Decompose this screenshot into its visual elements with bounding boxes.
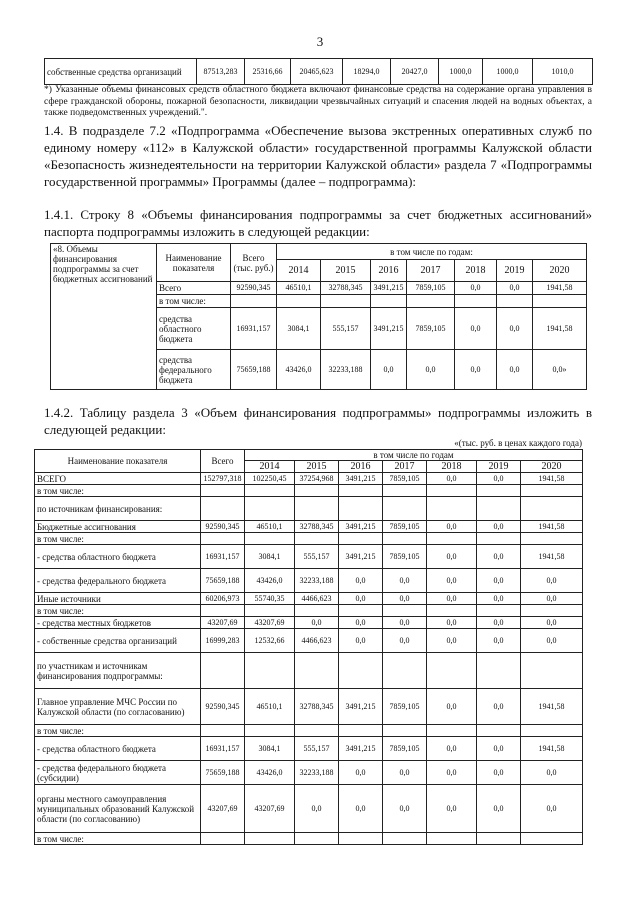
paragraph-1-4-1: 1.4.1. Строку 8 «Объемы финансирования подпрограммы за счет бюджетных ассигнований» паспорта подпрограммы изложить в следующей редакции: — [44, 207, 592, 239]
table-cell — [245, 497, 295, 521]
table-row: в том числе: — [51, 295, 587, 308]
table-cell — [427, 533, 477, 545]
table-cell — [477, 725, 521, 737]
table-row — [35, 545, 583, 569]
column-header: в том числе по годам: — [277, 244, 587, 260]
table-cell: 55740,35 — [245, 593, 295, 605]
table-cell — [383, 605, 427, 617]
year-header: 2019 — [497, 260, 533, 282]
continuation-table — [44, 58, 593, 85]
table-cell: 0,0 — [295, 785, 339, 833]
year-header: 2020 — [521, 461, 583, 473]
table-cell — [427, 653, 477, 689]
table-cell — [477, 605, 521, 617]
table-row — [35, 569, 583, 593]
row-label: органы местного самоуправления муниципальных образований Калужской области (по согласованию) — [35, 785, 201, 833]
table-cell: 0,0 — [427, 521, 477, 533]
table-cell — [245, 725, 295, 737]
table-cell: 0,0 — [383, 785, 427, 833]
table-cell: 0,0 — [427, 737, 477, 761]
table-cell — [339, 833, 383, 845]
table-cell: 1010,0 — [533, 59, 593, 85]
row-total: 92590,345 — [201, 689, 245, 725]
units-note: «(тыс. руб. в ценах каждого года) — [454, 438, 582, 448]
table-cell — [521, 485, 583, 497]
table-cell: 0,0 — [339, 569, 383, 593]
row-total — [201, 497, 245, 521]
table-row: средства областного бюджета 16931,157 3084,1 555,157 3491,215 7859,105 0,0 0,0 1941,58 — [51, 308, 587, 350]
table-cell: 0,0 — [383, 593, 427, 605]
table-cell — [295, 653, 339, 689]
table-cell: 1000,0 — [483, 59, 533, 85]
table-cell — [245, 533, 295, 545]
table-cell: 37254,968 — [295, 473, 339, 485]
table-cell: 0,0 — [521, 569, 583, 593]
row-label: в том числе: — [35, 605, 201, 617]
year-header: 2015 — [295, 461, 339, 473]
table-row — [35, 833, 583, 845]
table-row — [35, 689, 583, 725]
table-cell: 25316,66 — [245, 59, 291, 85]
year-header: 2016 — [371, 260, 407, 282]
table-cell — [477, 653, 521, 689]
row-total: 43207,69 — [201, 785, 245, 833]
table-cell: 0,0 — [339, 593, 383, 605]
table-cell — [339, 497, 383, 521]
table-row: средства федерального бюджета 75659,188 43426,0 32233,188 0,0 0,0 0,0 0,0 0,0» — [51, 350, 587, 390]
table-cell — [477, 497, 521, 521]
table-cell: 0,0 — [521, 761, 583, 785]
table-row — [35, 605, 583, 617]
year-header: 2019 — [477, 461, 521, 473]
table-cell — [295, 497, 339, 521]
table-cell — [427, 485, 477, 497]
row-label: Бюджетные ассигнования — [35, 521, 201, 533]
paragraph-1-4-2: 1.4.2. Таблицу раздела 3 «Объем финансирования подпрограммы» подпрограммы изложить в следующей редакции: — [44, 405, 592, 437]
financing-table — [34, 449, 583, 845]
row-label: ВСЕГО — [35, 473, 201, 485]
continuation-label: собственные средства организаций — [45, 59, 197, 85]
table-cell: 87513,283 — [197, 59, 245, 85]
table-cell: 0,0 — [477, 545, 521, 569]
table-cell: 0,0 — [427, 545, 477, 569]
table-cell — [383, 497, 427, 521]
table-cell: 1941,58 — [521, 521, 583, 533]
table-cell: 43207,69 — [245, 617, 295, 629]
table-cell: 46510,1 — [245, 521, 295, 533]
row-total: 92590,345 — [201, 521, 245, 533]
table-cell: 3084,1 — [245, 545, 295, 569]
table-cell — [245, 605, 295, 617]
table-cell — [383, 833, 427, 845]
table-cell: 4466,623 — [295, 629, 339, 653]
table-cell — [245, 833, 295, 845]
table-cell: 1000,0 — [439, 59, 483, 85]
table-cell — [521, 533, 583, 545]
table-cell: 1941,58 — [521, 545, 583, 569]
table-cell: 7859,105 — [383, 473, 427, 485]
table-cell: 1941,58 — [521, 689, 583, 725]
table-cell — [339, 605, 383, 617]
table-cell: 0,0 — [427, 761, 477, 785]
table-row — [35, 653, 583, 689]
table-cell: 0,0 — [339, 761, 383, 785]
table-cell: 0,0 — [383, 629, 427, 653]
row-total — [201, 485, 245, 497]
row-total — [201, 653, 245, 689]
table-cell: 4466,623 — [295, 593, 339, 605]
table-cell — [339, 725, 383, 737]
table-cell — [477, 833, 521, 845]
table-cell — [339, 653, 383, 689]
row-total: 43207,69 — [201, 617, 245, 629]
table-cell — [245, 485, 295, 497]
table-cell — [427, 605, 477, 617]
table-cell: 20427,0 — [391, 59, 439, 85]
table-cell: 555,157 — [295, 737, 339, 761]
table-cell — [477, 485, 521, 497]
table-row — [35, 473, 583, 485]
table-cell — [427, 725, 477, 737]
table-cell: 0,0 — [521, 593, 583, 605]
table-cell: 32233,188 — [295, 569, 339, 593]
table-cell — [295, 605, 339, 617]
year-header: 2020 — [533, 260, 587, 282]
table-row: Всего 92590,345 46510,1 32788,345 3491,215 7859,105 0,0 0,0 1941,58 — [51, 282, 587, 295]
year-header: 2018 — [427, 461, 477, 473]
table-cell — [383, 533, 427, 545]
table-cell: 0,0 — [477, 689, 521, 725]
table-row — [35, 737, 583, 761]
table-cell: 1941,58 — [521, 473, 583, 485]
column-header: Всего (тыс. руб.) — [231, 244, 277, 282]
row-total: 16999,283 — [201, 629, 245, 653]
passport-table — [50, 243, 587, 390]
row-label: в том числе: — [35, 833, 201, 845]
table-row — [35, 761, 583, 785]
table-cell: 0,0 — [477, 629, 521, 653]
year-header: 2014 — [245, 461, 295, 473]
column-header: Наименование показателя — [35, 450, 201, 473]
row-total: 75659,188 — [201, 569, 245, 593]
table-cell: 0,0 — [383, 761, 427, 785]
page-number: 3 — [316, 34, 324, 49]
table-cell — [295, 833, 339, 845]
table-cell: 0,0 — [427, 689, 477, 725]
row-label: - средства местных бюджетов — [35, 617, 201, 629]
year-header: 2017 — [407, 260, 455, 282]
table-cell: 1941,58 — [521, 737, 583, 761]
table-cell — [521, 653, 583, 689]
table-cell — [295, 725, 339, 737]
row-total: 60206,973 — [201, 593, 245, 605]
table-cell: 0,0 — [383, 617, 427, 629]
table-row — [35, 617, 583, 629]
table-cell — [521, 605, 583, 617]
table-cell: 0,0 — [477, 473, 521, 485]
table-row — [35, 485, 583, 497]
year-header: 2016 — [339, 461, 383, 473]
table-cell: 3491,215 — [339, 737, 383, 761]
table-row — [35, 593, 583, 605]
passport-row-title: «8. Объемы финансирования подпрограммы за счет бюджетных ассигнований — [51, 244, 157, 390]
table-cell: 0,0 — [521, 785, 583, 833]
table-cell: 0,0 — [295, 617, 339, 629]
table-cell: 7859,105 — [383, 737, 427, 761]
table-cell: 3491,215 — [339, 545, 383, 569]
table-cell — [427, 497, 477, 521]
table-cell: 0,0 — [427, 617, 477, 629]
table-row — [35, 785, 583, 833]
table-cell: 0,0 — [427, 629, 477, 653]
row-label: - средства федерального бюджета — [35, 569, 201, 593]
row-total — [201, 725, 245, 737]
table-cell: 0,0 — [477, 617, 521, 629]
table-cell — [521, 725, 583, 737]
row-label: в том числе: — [35, 725, 201, 737]
table-cell — [339, 533, 383, 545]
row-total — [201, 605, 245, 617]
row-label: - средства областного бюджета — [35, 545, 201, 569]
table-cell: 3491,215 — [339, 521, 383, 533]
table-cell: 0,0 — [383, 569, 427, 593]
table-cell — [427, 833, 477, 845]
table-cell: 20465,623 — [291, 59, 343, 85]
table-cell — [383, 653, 427, 689]
year-header: 2015 — [321, 260, 371, 282]
table-cell: 0,0 — [427, 473, 477, 485]
table-cell: 7859,105 — [383, 521, 427, 533]
table-cell: 555,157 — [295, 545, 339, 569]
table-cell: 7859,105 — [383, 689, 427, 725]
table-cell — [339, 485, 383, 497]
footnote: *) Указанные объемы финансовых средств областного бюджета включают финансовые средства на содержание органа управления в сфере гражданской обороны, пожарной безопасности, ликвидации чрезвычайных ситуаций и спасения людей на водных объектах, а также подведомственных учреждений.". — [44, 85, 592, 118]
table-cell: 0,0 — [521, 617, 583, 629]
table-cell — [245, 653, 295, 689]
row-total: 152797,318 — [201, 473, 245, 485]
column-header: в том числе по годам — [245, 450, 583, 461]
row-label: - собственные средства организаций — [35, 629, 201, 653]
row-total — [201, 533, 245, 545]
table-cell: 102250,45 — [245, 473, 295, 485]
table-cell: 3491,215 — [339, 689, 383, 725]
table-cell: 3084,1 — [245, 737, 295, 761]
table-cell: 0,0 — [521, 629, 583, 653]
row-total: 16931,157 — [201, 737, 245, 761]
table-cell: 32788,345 — [295, 521, 339, 533]
row-label: в том числе: — [35, 533, 201, 545]
table-cell: 0,0 — [339, 629, 383, 653]
row-label: Главное управление МЧС России по Калужской области (по согласованию) — [35, 689, 201, 725]
table-cell: 0,0 — [339, 785, 383, 833]
table-cell: 43426,0 — [245, 569, 295, 593]
table-cell: 12532,66 — [245, 629, 295, 653]
table-row — [35, 725, 583, 737]
table-cell: 0,0 — [477, 761, 521, 785]
row-label: - средства федерального бюджета (субсидии) — [35, 761, 201, 785]
table-row — [35, 629, 583, 653]
table-cell: 0,0 — [427, 569, 477, 593]
table-cell: 0,0 — [477, 569, 521, 593]
table-cell — [295, 485, 339, 497]
table-row — [35, 497, 583, 521]
table-cell: 18294,0 — [343, 59, 391, 85]
table-cell: 43426,0 — [245, 761, 295, 785]
row-label: по участникам и источникам финансирования подпрограммы: — [35, 653, 201, 689]
column-header: Наименование показателя — [157, 244, 231, 282]
paragraph-1-4: 1.4. В подразделе 7.2 «Подпрограмма «Обеспечение вызова экстренных оперативных служб по единому номеру «112» в Калужской области» государственной программы Калужской области «Безопасность жизнедеятельности на территории Калужской области» раздела 7 «Подпрограммы государственной программы» Программы (далее – подпрограмма): — [44, 123, 592, 189]
table-cell: 0,0 — [427, 785, 477, 833]
table-cell — [295, 533, 339, 545]
row-label: в том числе: — [35, 485, 201, 497]
table-cell — [383, 725, 427, 737]
row-total: 75659,188 — [201, 761, 245, 785]
row-total: 16931,157 — [201, 545, 245, 569]
row-total — [201, 833, 245, 845]
year-header: 2014 — [277, 260, 321, 282]
table-cell — [521, 497, 583, 521]
table-cell: 0,0 — [477, 737, 521, 761]
table-cell — [477, 533, 521, 545]
table-cell: 32233,188 — [295, 761, 339, 785]
table-cell: 0,0 — [339, 617, 383, 629]
table-cell: 43207,69 — [245, 785, 295, 833]
table-row — [35, 533, 583, 545]
table-cell: 32788,345 — [295, 689, 339, 725]
table-cell: 46510,1 — [245, 689, 295, 725]
table-cell: 0,0 — [477, 593, 521, 605]
row-label: Иные источники — [35, 593, 201, 605]
table-cell: 0,0 — [427, 593, 477, 605]
table-cell: 0,0 — [477, 785, 521, 833]
row-label: по источникам финансирования: — [35, 497, 201, 521]
column-header: Всего — [201, 450, 245, 473]
row-label: - средства областного бюджета — [35, 737, 201, 761]
table-cell: 3491,215 — [339, 473, 383, 485]
table-cell: 7859,105 — [383, 545, 427, 569]
table-cell — [521, 833, 583, 845]
table-cell: 0,0 — [477, 521, 521, 533]
table-row — [35, 521, 583, 533]
year-header: 2017 — [383, 461, 427, 473]
year-header: 2018 — [455, 260, 497, 282]
table-cell — [383, 485, 427, 497]
